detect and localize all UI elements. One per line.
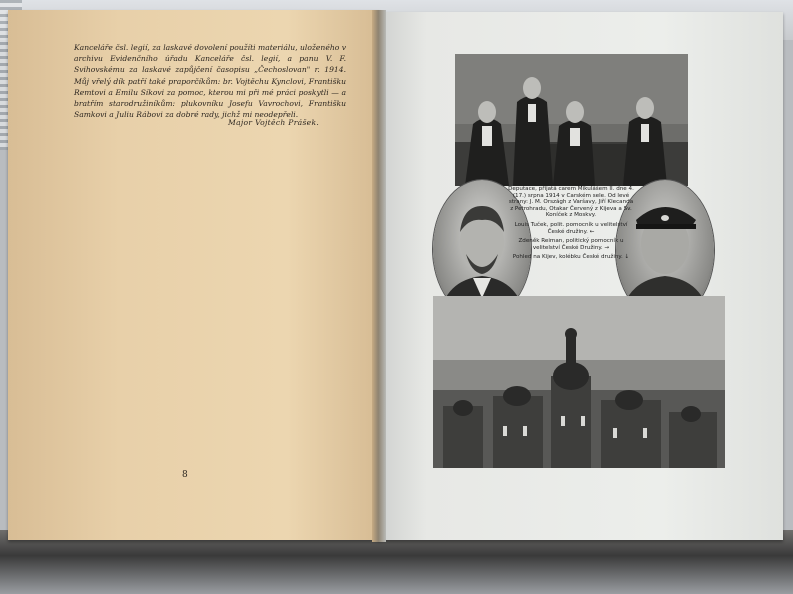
photo-captions [507, 186, 635, 264]
deputation-group-photo [455, 54, 688, 186]
page-number: 8 [182, 470, 188, 480]
caption-portrait-left: Louis Tuček, polit. pomocník u velitelství České družiny. ← [514, 221, 628, 235]
kiev-view-photo [433, 296, 725, 468]
acknowledgement-text: Kanceláře čsl. legií, za laskavé dovolení použíti materiálu, uloženého v archivu Evidenčního úřadu Kanceláře čsl. legií, a panu V. F. Svihovskému za laskavé zapůjčení časopisu „Čechoslovan" r. 1914. Můj vřelý dík patří také praporčíkům: br. Vojtěchu Kynclovi, Františku Remtovi a Emilu Síkovi za pomoc, kterou mi při mé práci poskytli — a bratřím starodružiníkům: plukovníku Josefu Vavrochovi, Františku Samkovi a Juliu Rábovi za dobré rady, jichž mi neodepřeli. [74, 43, 346, 120]
caption-deputation: Deputace, přijatá carem Mikulášem II. dne 4. (17.) srpna 1914 v Carském sele. Od levé strany: J. M. Országh z Varšavy, Jiří Klecanda z Petrohradu, Otakar Červený z Kijeva a Sv. Koníček z Moskvy. [508, 186, 634, 219]
caption-kiev: Pohled na Kijev, kolébku České družiny. ↓ [512, 254, 630, 261]
book-gutter [372, 10, 386, 542]
author-signature: Major Vojtěch Prášek. [228, 118, 320, 127]
caption-portrait-right: Zdeněk Reiman, politický pomocník u velitelství České Družiny. → [518, 238, 624, 251]
